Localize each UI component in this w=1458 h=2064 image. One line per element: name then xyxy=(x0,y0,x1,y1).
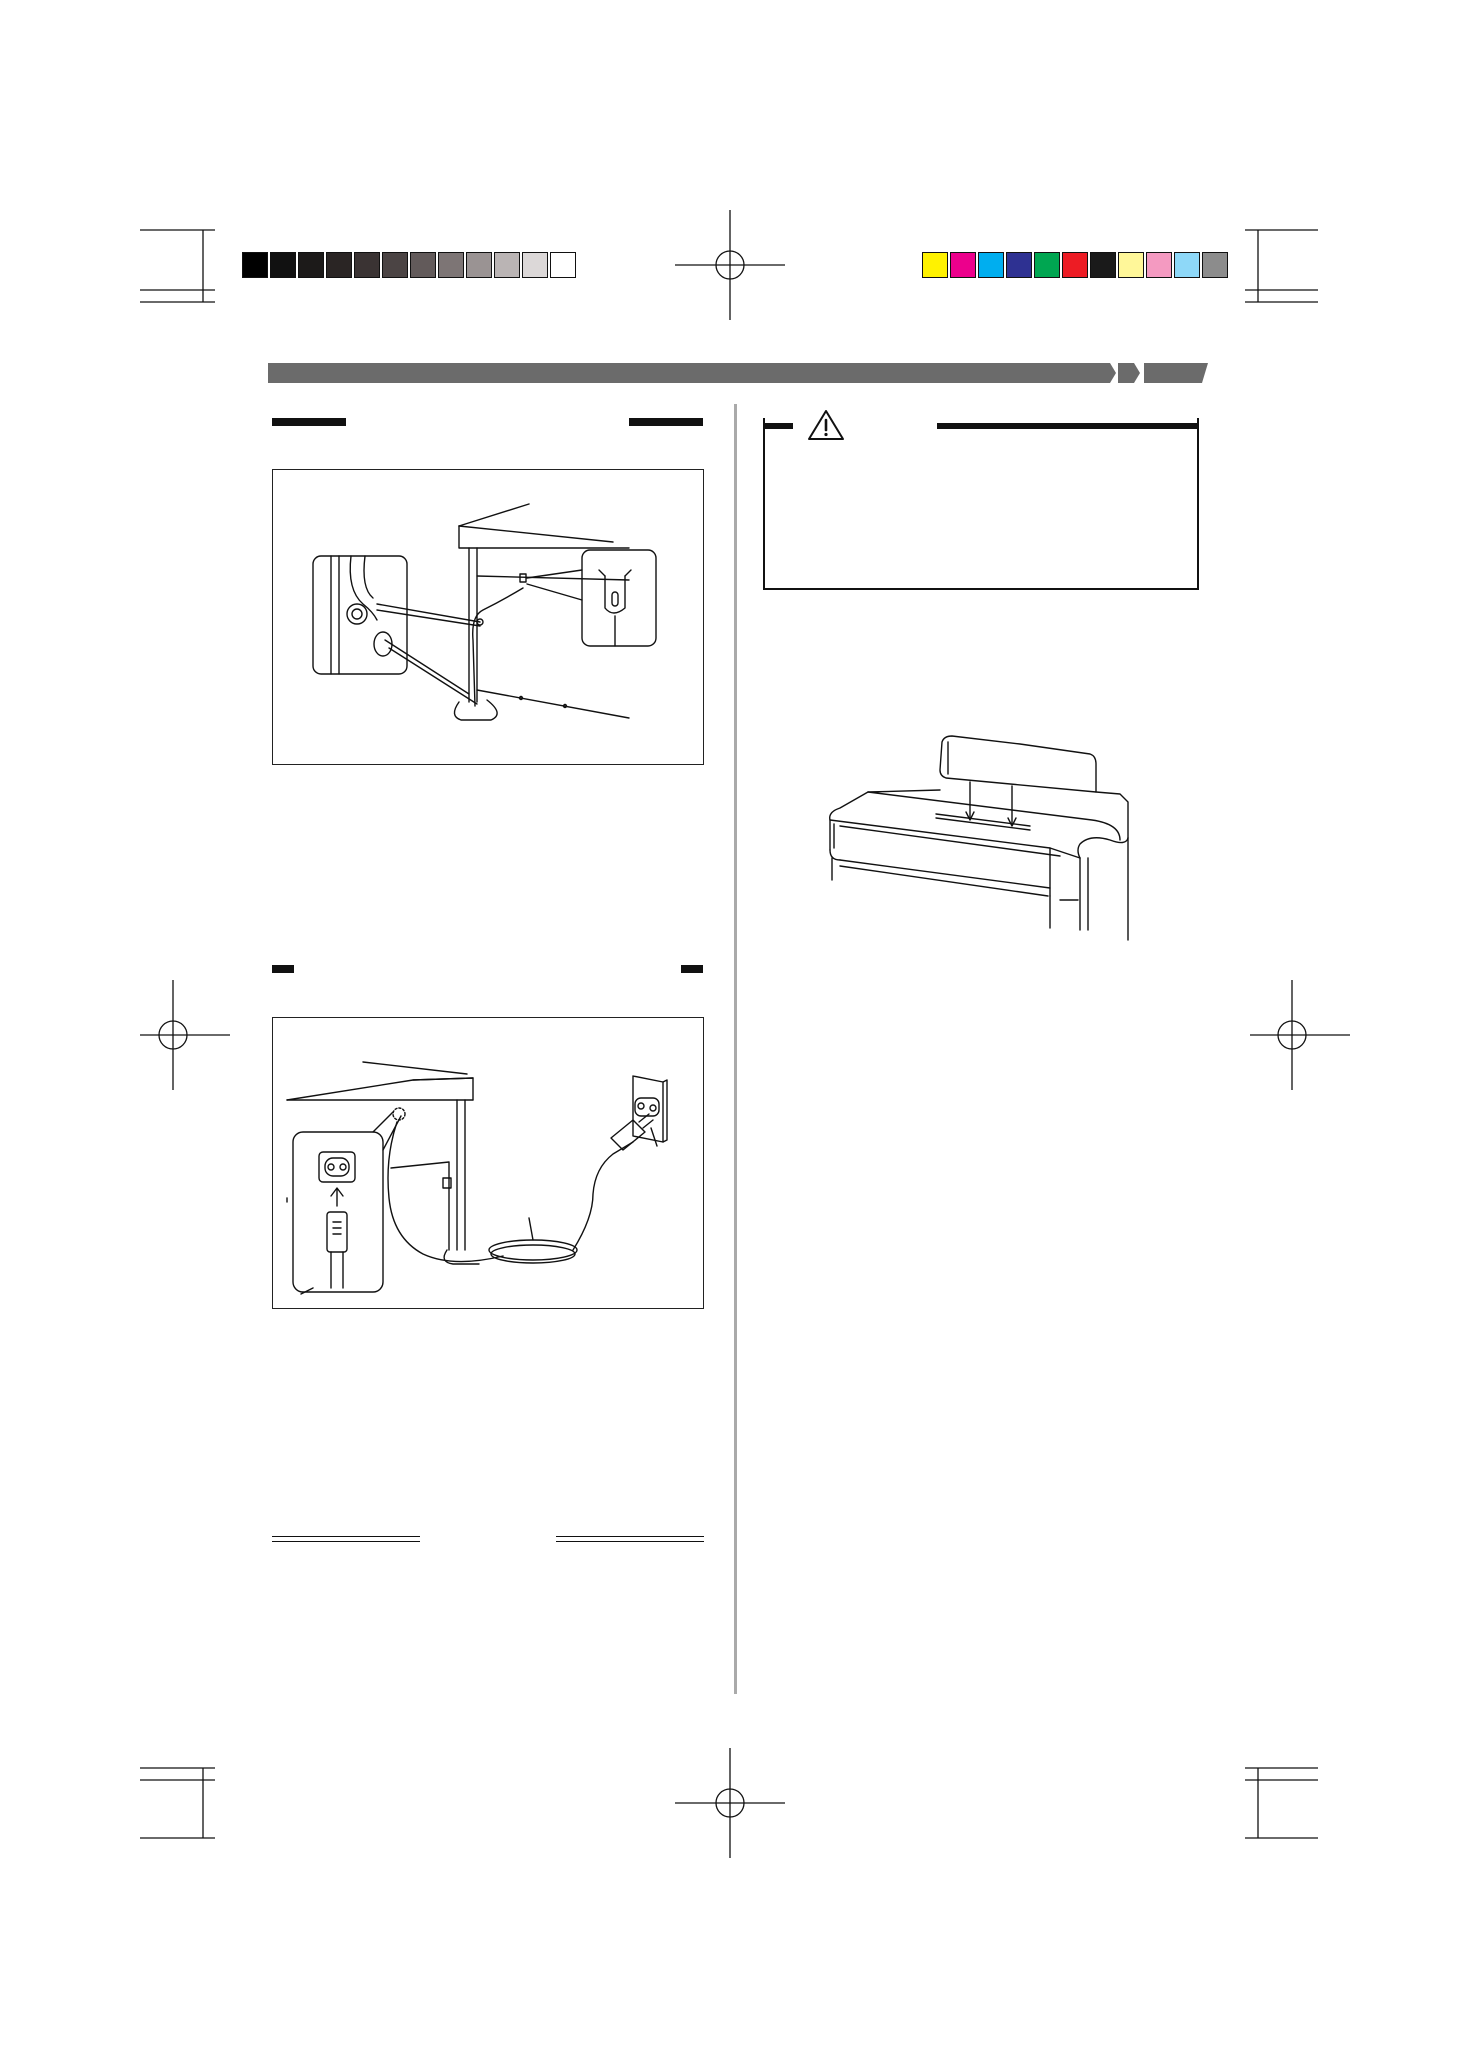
subsection-rule-right xyxy=(681,965,703,973)
subsection-rule-left xyxy=(272,965,294,973)
color-swatch xyxy=(1202,252,1228,278)
caution-box xyxy=(763,418,1199,590)
grayscale-swatch xyxy=(550,252,576,278)
registration-crosshair-icon xyxy=(140,980,250,1090)
figure-music-stand xyxy=(820,730,1160,990)
footnote-rule-right xyxy=(556,1536,704,1542)
warning-triangle-icon xyxy=(806,408,846,442)
registration-crosshair-icon xyxy=(675,210,785,320)
grayscale-swatch xyxy=(410,252,436,278)
grayscale-swatch xyxy=(298,252,324,278)
section-heading-rule-left xyxy=(272,418,346,426)
grayscale-swatch xyxy=(354,252,380,278)
color-swatch xyxy=(1062,252,1088,278)
color-swatch xyxy=(950,252,976,278)
color-swatch xyxy=(1174,252,1200,278)
color-swatch xyxy=(1034,252,1060,278)
registration-crosshair-icon xyxy=(1240,980,1350,1090)
footnote-rule-left xyxy=(272,1536,420,1542)
section-heading-rule-right xyxy=(629,418,703,426)
grayscale-swatch xyxy=(466,252,492,278)
grayscale-swatch xyxy=(522,252,548,278)
color-swatch xyxy=(1146,252,1172,278)
figure-cable-clamp xyxy=(272,469,704,765)
registration-crosshair-icon xyxy=(675,1748,785,1858)
color-swatch xyxy=(1006,252,1032,278)
grayscale-swatch xyxy=(326,252,352,278)
figure-ac-power-connection xyxy=(272,1017,704,1309)
color-swatch xyxy=(1090,252,1116,278)
grayscale-swatch xyxy=(382,252,408,278)
color-swatch xyxy=(922,252,948,278)
color-swatch xyxy=(978,252,1004,278)
caution-header-rule-right xyxy=(937,423,1199,429)
grayscale-swatch xyxy=(242,252,268,278)
grayscale-swatch xyxy=(270,252,296,278)
grayscale-swatch xyxy=(438,252,464,278)
caution-header-rule-left xyxy=(763,423,793,429)
header-band xyxy=(268,361,1208,387)
column-divider xyxy=(734,404,737,1694)
grayscale-swatch xyxy=(494,252,520,278)
color-swatch xyxy=(1118,252,1144,278)
